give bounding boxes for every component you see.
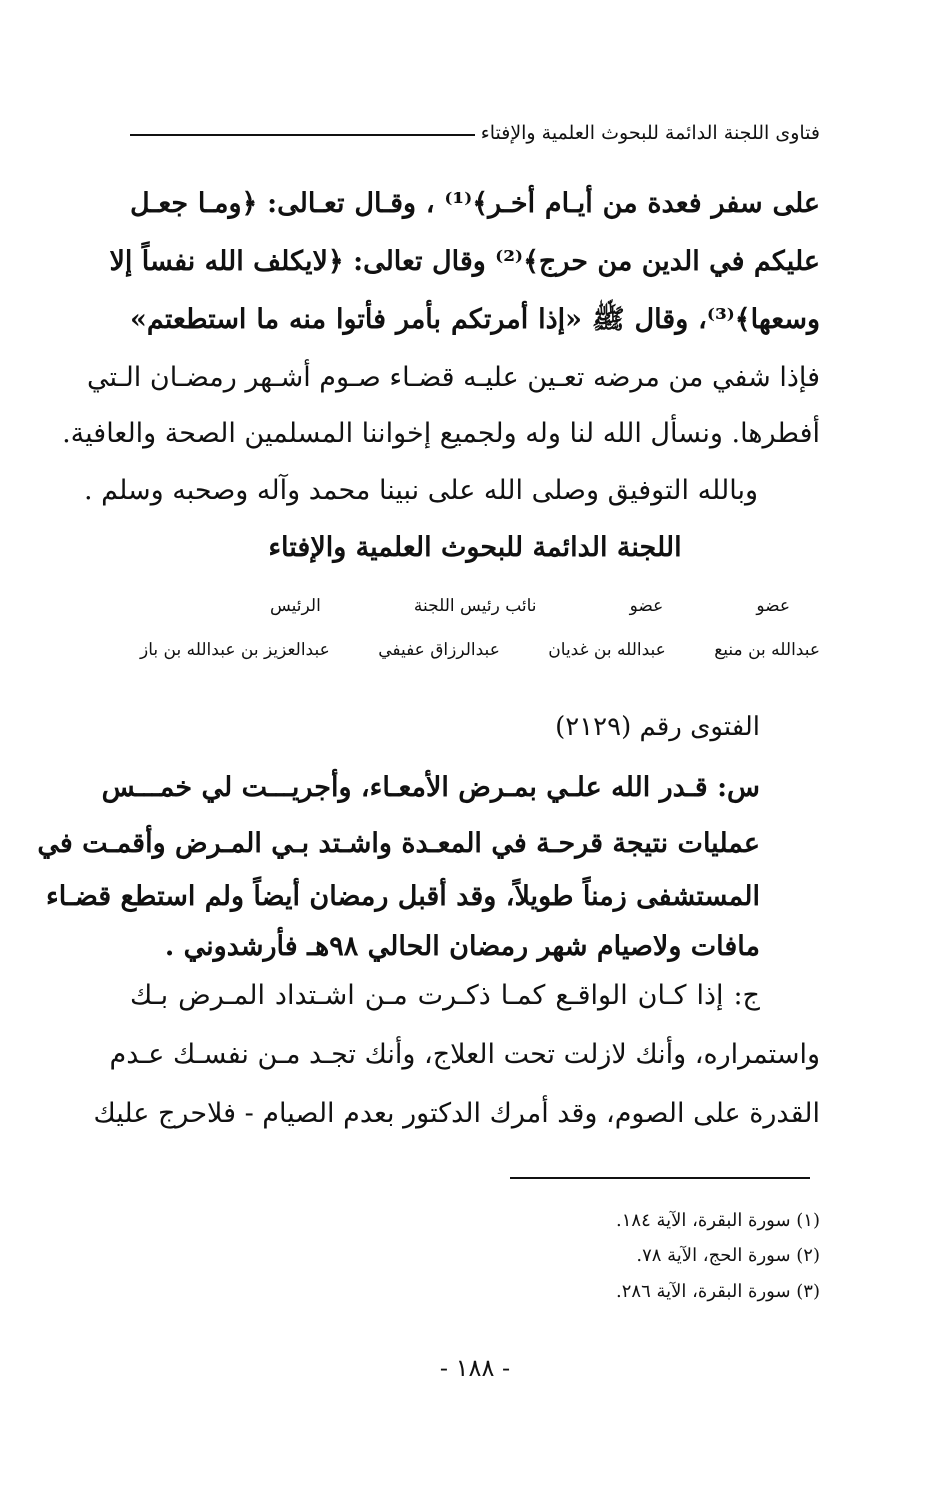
footnote-2: (٢) سورة الحج، الآية ٧٨.: [636, 1245, 820, 1266]
question-line-2: عمليات نتيجة قرحـة في المعـدة واشـتد بـي المـرض وأقمـت في: [37, 828, 760, 859]
intro-line-5: أفطرها. ونسأل الله لنا وله ولجميع إخواننا المسلمين الصحة والعافية.: [62, 418, 820, 449]
committee-title: اللجنة الدائمة للبحوث العلمية والإفتاء: [268, 532, 682, 563]
name-chair: عبدالعزيز بن عبدالله بن باز: [140, 640, 330, 660]
running-header: [130, 118, 820, 148]
role-vice-chair: نائب رئيس اللجنة: [413, 596, 537, 616]
intro-line-2: عليكم في الدين من حرج﴾⁽²⁾ وقال تعالى: ﴿لايكلف الله نفساً إلا: [109, 246, 820, 277]
header-rule: [130, 134, 475, 136]
header-title: فتاوى اللجنة الدائمة للبحوث العلمية والإفتاء: [480, 122, 820, 144]
footnote-1: (١) سورة البقرة، الآية ١٨٤.: [616, 1210, 820, 1231]
fatwa-number: الفتوى رقم (٢١٢٩): [555, 712, 760, 742]
intro-line-4: فإذا شفي من مرضه تعـين عليـه قضـاء صـوم أشـهر رمضـان الـتي: [87, 362, 820, 393]
question-line-4: مافات ولاصيام شهر رمضان الحالي ٩٨هـ فأرشدوني .: [164, 931, 760, 962]
intro-line-3: وسعها﴾⁽³⁾، وقال ﷺ «إذا أمرتكم بأمر فأتوا منه ما استطعتم»: [130, 304, 820, 335]
name-member-1: عبدالله بن منيع: [714, 640, 820, 660]
answer-line-1: ج: إذا كـان الواقـع كمـا ذكـرت مـن اشـتداد المـرض بـك: [130, 980, 760, 1011]
answer-line-2: واستمراره، وأنك لازلت تحت العلاج، وأنك تجـد مـن نفسـك عـدم: [109, 1039, 820, 1070]
intro-line-1: على سفر فعدة من أيـام أخـر﴾⁽¹⁾ ، وقـال تعـالى: ﴿ومـا جعـل: [130, 188, 820, 219]
closing-line: وبالله التوفيق وصلى الله على نبينا محمد وآله وصحبه وسلم .: [83, 475, 758, 506]
role-member-1: عضو: [756, 596, 790, 616]
footnote-separator: [510, 1177, 810, 1179]
footnote-3: (٣) سورة البقرة، الآية ٢٨٦.: [616, 1281, 820, 1302]
question-line-1: س: قـدر الله علـي بمـرض الأمعـاء، وأجريـــت لي خمـــس: [101, 772, 760, 803]
name-vice-chair: عبدالرزاق عفيفي: [378, 640, 500, 660]
question-line-3: المستشفى زمناً طويلاً، وقد أقبل رمضان أيضاً ولم استطع قضـاء: [46, 881, 760, 912]
role-chair: الرئيس: [270, 596, 321, 616]
answer-line-3: القدرة على الصوم، وقد أمرك الدكتور بعدم الصيام - فلاحرج عليك: [93, 1098, 820, 1129]
signature-roles: [130, 596, 820, 616]
page-number: - ١٨٨ -: [439, 1354, 511, 1382]
name-member-2: عبدالله بن غديان: [548, 640, 666, 660]
role-member-2: عضو: [629, 596, 664, 616]
signature-names: [140, 640, 820, 660]
